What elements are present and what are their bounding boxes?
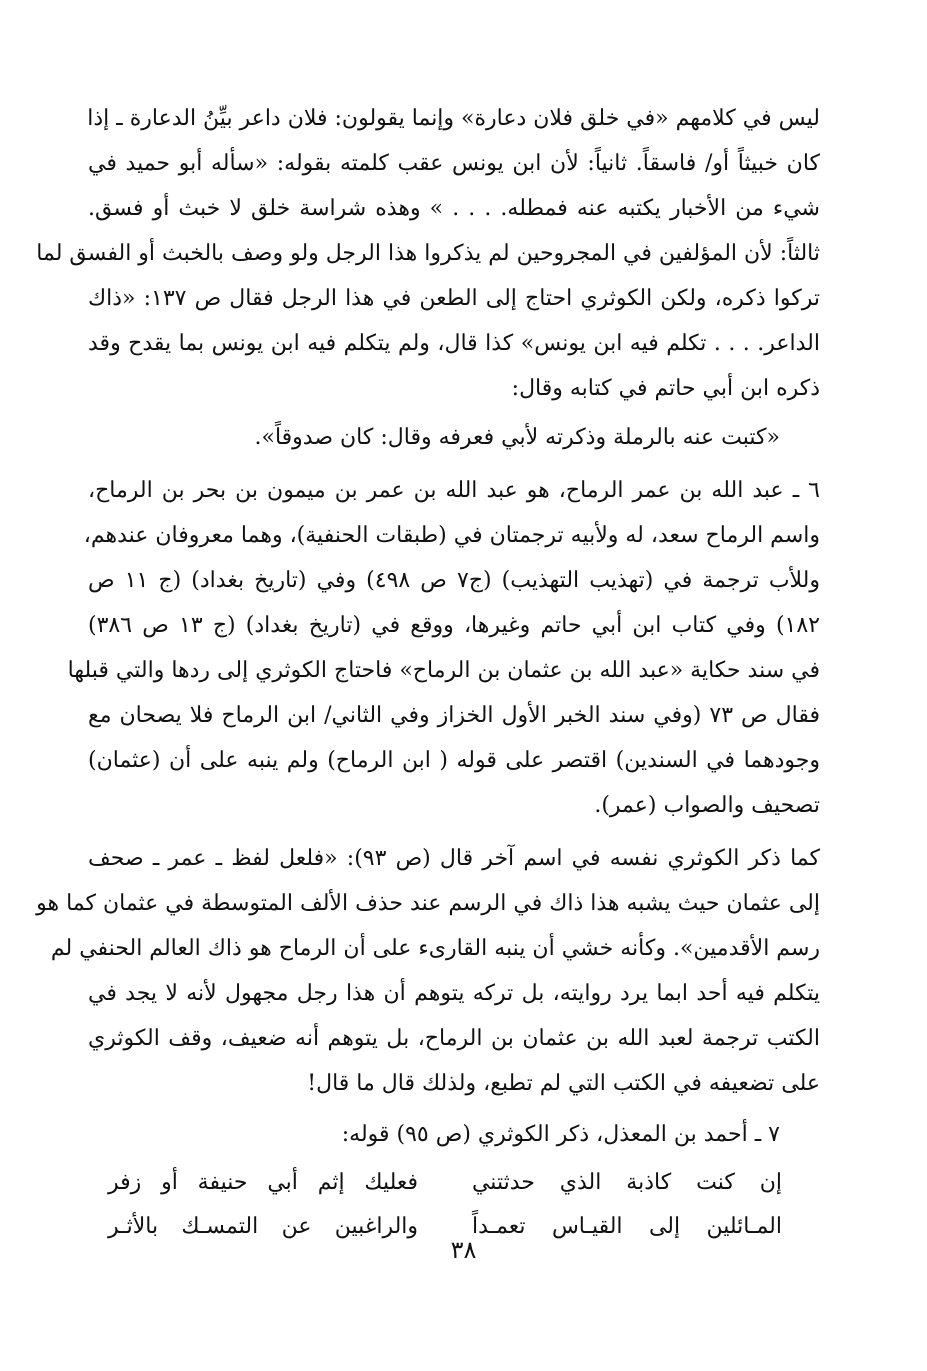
poem-hemistich-second: فعليك إثم أبي حنيفة أو زفر xyxy=(108,1170,419,1195)
text-line: وللأب ترجمة في (تهذيب التهذيب) (ج٧ ص ٤٩٨) وفي (تاريخ بغداد) (ج ١١ ص xyxy=(88,568,820,593)
text-line: وجودهما في السندين) اقتصر على قوله ( ابن الرماح) ولم ينبه على أن (عثمان) xyxy=(88,748,820,773)
poem-hemistich-first: المـائلين إلى القيـاس تعمـداً xyxy=(471,1214,782,1239)
text-line: يتكلم فيه أحد ابما يرد روايته، بل تركه يتوهم أن هذا رجل مجهول لأنه لا يجد في xyxy=(88,981,820,1006)
poem-hemistich-first: إن كنت كاذبة الذي حدثتني xyxy=(471,1170,782,1195)
spacer xyxy=(88,460,820,468)
text-line: على تضعيفه في الكتب التي لم تطبع، ولذلك قال ما قال! xyxy=(307,1071,820,1096)
text-line: تصحيف والصواب (عمر). xyxy=(594,793,820,818)
page-number: ٣٨ xyxy=(450,1236,477,1264)
text-line: الكتب ترجمة لعبد الله بن عثمان بن الرماح، بل يتوهم أنه ضعيف، وقف الكوثري xyxy=(88,1026,820,1051)
text-line: ١٨٢) وفي كتاب ابن أبي حاتم وغيرها، ووقع في (تاريخ بغداد) (ج ١٣ ص ٣٨٦) xyxy=(88,613,820,638)
text-line: إلى عثمان حيث يشبه هذا ذاك في الرسم عند حذف الألف المتوسطة في عثمان كما هو xyxy=(36,891,820,916)
text-line: ٦ ـ عبد الله بن عمر الرماح، هو عبد الله بن عمر بن ميمون بن بحر بن الرماح، xyxy=(88,478,820,503)
paragraph-4 xyxy=(88,1112,820,1157)
poem-hemistich-second: والراغبين عن التمسـك بالأثـر xyxy=(108,1214,419,1239)
text-line: كما ذكر الكوثري نفسه في اسم آخر قال (ص ٩٣): «فلعل لفظ ـ عمر ـ صحف xyxy=(88,846,820,871)
page-body xyxy=(36,96,820,1249)
text-line: ٧ ـ أحمد بن المعذل، ذكر الكوثري (ص ٩٥) قوله: xyxy=(341,1122,780,1147)
paragraph-3 xyxy=(36,836,820,1106)
text-line: ثالثاً: لأن المؤلفين في المجروحين لم يذكروا هذا الرجل ولو وصف بالخبث أو الفسق لما xyxy=(36,241,820,266)
quote-line: «كتبت عنه بالرملة وذكرته لأبي فعرفه وقال: كان صدوقاً». xyxy=(254,425,780,450)
text-line: شيء من الأخبار يكتبه عنه فمطله. . . . » وهذه شراسة خلق لا خبث أو فسق. xyxy=(88,196,820,221)
text-line: في سند حكاية «عبد الله بن عثمان بن الرماح» فاحتاج الكوثري إلى ردها والتي قبلها xyxy=(67,658,820,683)
text-line: واسم الرماح سعد، له ولأبيه ترجمتان في (طبقات الحنفية)، وهما معروفان عندهم، xyxy=(83,523,820,548)
text-line: الداعر. . . . تكلم فيه ابن يونس» كذا قال، ولم يتكلم فيه ابن يونس بما يقدح وقد xyxy=(88,331,820,356)
poem-verse xyxy=(88,1161,820,1205)
spacer xyxy=(88,828,820,836)
text-line: ليس في كلامهم «في خلق فلان دعارة» وإنما يقولون: فلان داعر بيِّنُ الدعارة ـ إذا xyxy=(87,106,820,131)
text-line: فقال ص ٧٣ (وفي سند الخبر الأول الخزاز وفي الثاني/ ابن الرماح فلا يصحان مع xyxy=(88,703,820,728)
paragraph-1 xyxy=(36,96,820,411)
text-line: ذكره ابن أبي حاتم في كتابه وقال: xyxy=(511,376,820,401)
text-line: تركوا ذكره، ولكن الكوثري احتاج إلى الطعن في هذا الرجل فقال ص ١٣٧: «ذاك xyxy=(88,286,820,311)
text-line: رسم الأقدمين». وكأنه خشي أن ينبه القارىء على أن الرماح هو ذاك العالم الحنفي لم xyxy=(50,936,820,961)
paragraph-2 xyxy=(67,468,820,828)
text-line: كان خبيثاً أو/ فاسقاً. ثانياً: لأن ابن يونس عقب كلمته بقوله: «سأله أبو حميد في xyxy=(88,151,820,176)
